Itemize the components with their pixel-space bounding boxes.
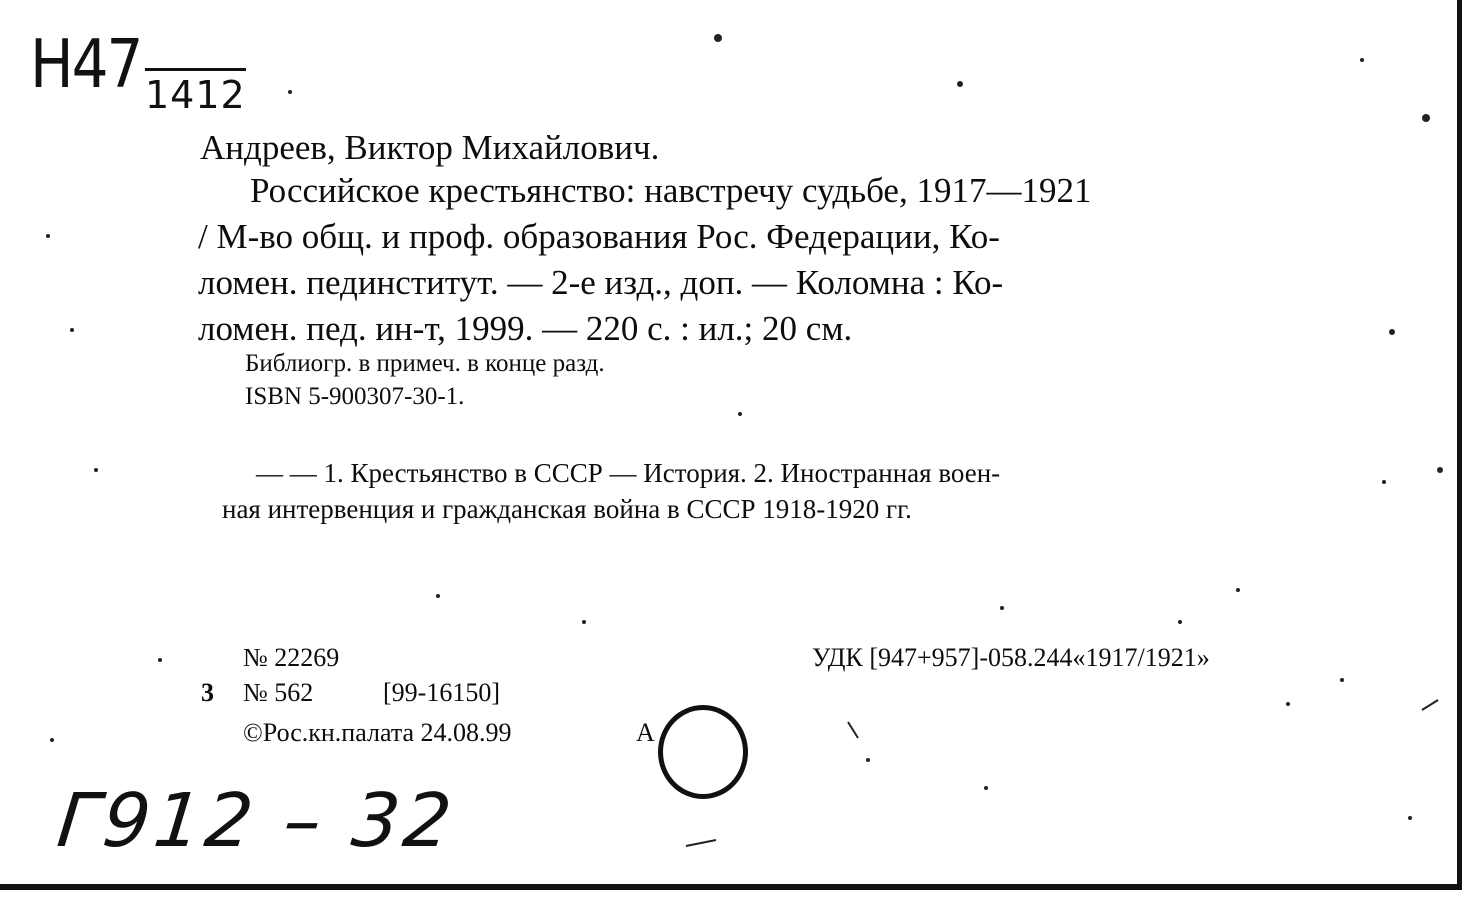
bibliography-note: Библиогр. в примеч. в конце разд. bbox=[245, 350, 605, 377]
title-line: / М-во общ. и проф. образования Рос. Федерации, Ко- bbox=[198, 217, 1000, 256]
record-number: № 22269 bbox=[243, 643, 340, 672]
title-line: Российское крестьянство: навстречу судьбе, 1917—1921 bbox=[250, 171, 1092, 210]
stamp-letter: А bbox=[636, 718, 655, 747]
circle-stamp-icon bbox=[658, 705, 748, 799]
handwritten-shelf-mark: Г912 – 32 bbox=[53, 778, 460, 864]
subject-line: ная интервенция и гражданская война в СССР 1918-1920 гг. bbox=[222, 494, 912, 524]
title-line: ломен. пед. ин-т, 1999. — 220 с. : ил.; 20 см. bbox=[198, 309, 853, 348]
copyright-line: ©Рос.кн.палата 24.08.99 bbox=[243, 718, 512, 747]
copy-count: 3 bbox=[201, 678, 214, 707]
title-line: ломен. пединститут. — 2-е изд., доп. — Коломна : Ко- bbox=[198, 263, 1004, 302]
subject-line: — — 1. Крестьянство в СССР — История. 2. Иностранная воен- bbox=[256, 458, 1001, 488]
card-number: № 562 bbox=[243, 678, 314, 707]
title-description bbox=[198, 168, 1338, 352]
card-code: [99-16150] bbox=[383, 678, 500, 707]
handwritten-call-number-fraction: 1412 bbox=[145, 68, 246, 117]
subject-headings bbox=[222, 455, 1342, 527]
handwritten-call-number: Н47 bbox=[30, 24, 142, 104]
author-heading: Андреев, Виктор Михайлович. bbox=[200, 128, 660, 167]
udk-code: УДК [947+957]-058.244«1917/1921» bbox=[812, 643, 1210, 672]
isbn: ISBN 5-900307-30-1. bbox=[245, 383, 465, 410]
